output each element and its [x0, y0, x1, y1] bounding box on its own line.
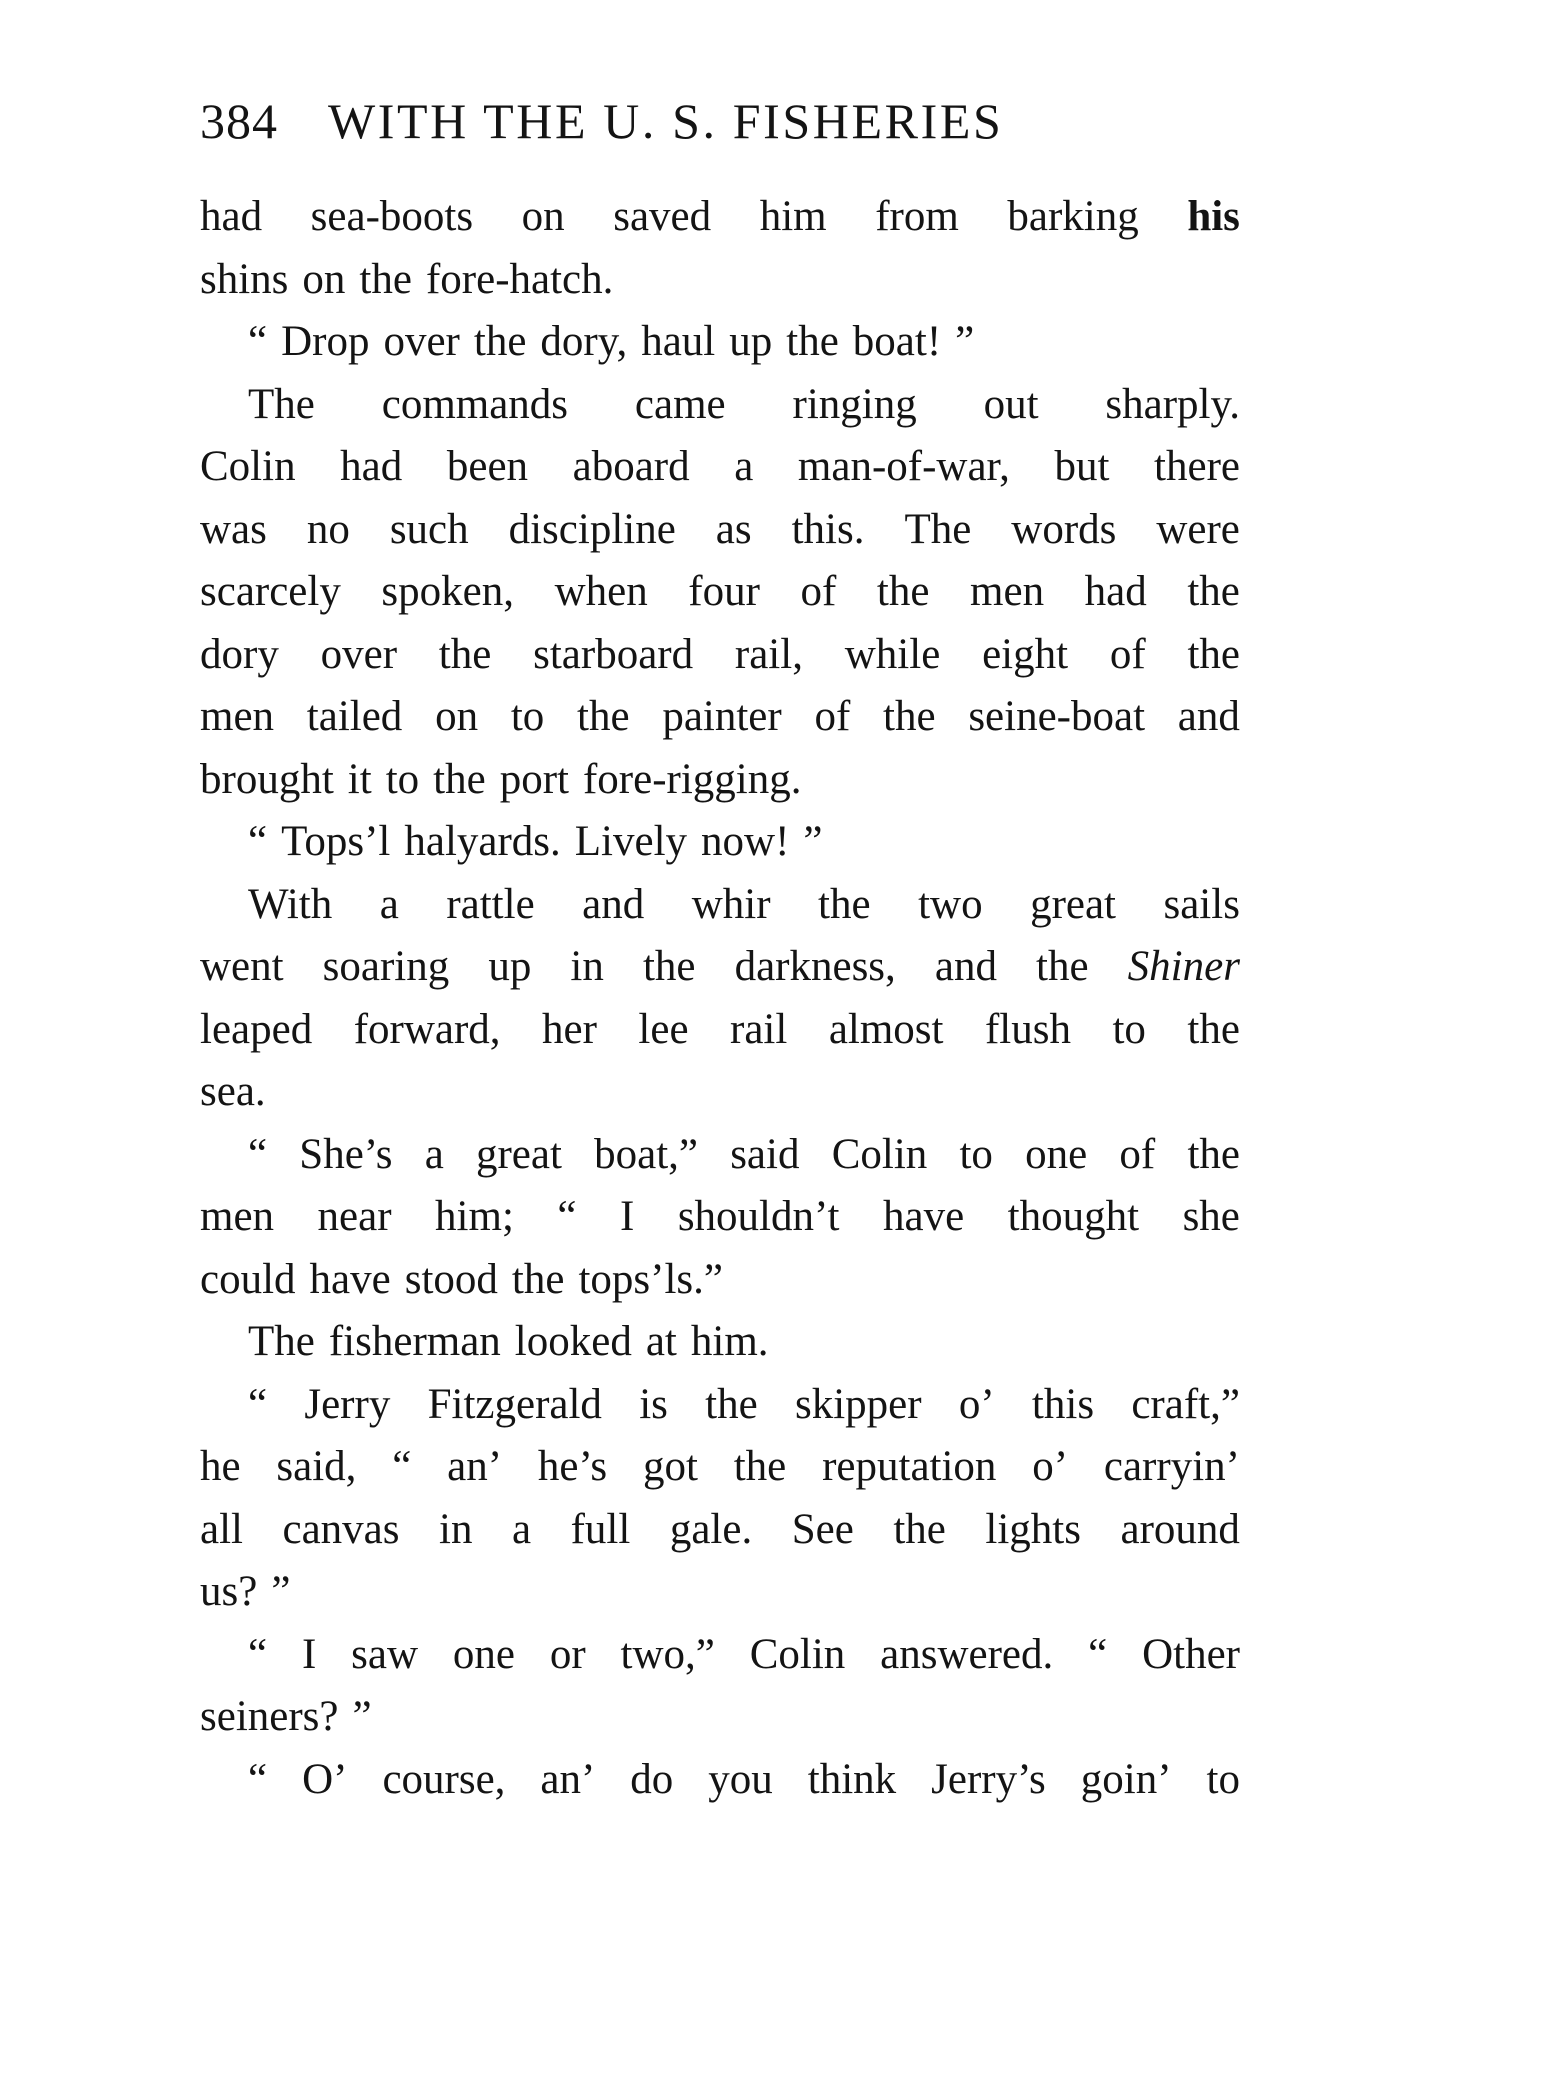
- word: darkness,: [734, 943, 896, 990]
- word: carryin’: [1103, 1443, 1240, 1490]
- word: Drop: [281, 318, 370, 365]
- word: sharply.: [1105, 380, 1240, 428]
- word: sails: [1163, 880, 1240, 928]
- word: Other: [1142, 1630, 1240, 1678]
- word: “: [248, 818, 268, 865]
- word: o’: [1032, 1443, 1069, 1490]
- word: no: [306, 505, 350, 553]
- word: fisherman: [328, 1318, 501, 1365]
- word: tailed: [306, 693, 403, 740]
- text-line: [200, 1561, 1240, 1624]
- word: around: [1120, 1505, 1240, 1553]
- word: as: [715, 505, 752, 553]
- word: of: [814, 693, 851, 740]
- word: the: [642, 943, 696, 990]
- word: to: [385, 755, 420, 803]
- word: on: [521, 193, 565, 240]
- word: “: [392, 1443, 412, 1490]
- word: fore-hatch.: [425, 255, 614, 303]
- word: been: [446, 443, 529, 490]
- word: he’s: [537, 1443, 608, 1490]
- word: whir: [691, 880, 771, 928]
- word: a: [424, 1130, 444, 1178]
- text-line: [200, 249, 1240, 312]
- word: could: [200, 1255, 296, 1303]
- word: the: [786, 318, 839, 365]
- word: man-of-war,: [797, 443, 1010, 490]
- word: you: [708, 1755, 773, 1803]
- text-line: [200, 561, 1240, 624]
- word: She’s: [299, 1130, 393, 1178]
- word: discipline: [508, 505, 676, 553]
- word: of: [1119, 1130, 1156, 1178]
- word: Tops’l: [281, 818, 391, 865]
- word: have: [309, 1255, 391, 1303]
- text-line: [200, 436, 1240, 499]
- word: two: [918, 880, 983, 928]
- word: said: [730, 1130, 800, 1178]
- word: ”: [803, 818, 823, 865]
- word: an’: [447, 1443, 503, 1490]
- word: in: [570, 943, 604, 990]
- word: leaped: [200, 1005, 313, 1053]
- word: an’: [540, 1755, 596, 1803]
- word: two,”: [620, 1630, 715, 1678]
- word: o’: [958, 1380, 995, 1428]
- word: on: [302, 255, 346, 303]
- word: ”: [352, 1693, 372, 1740]
- word: in: [439, 1505, 473, 1553]
- word: do: [630, 1755, 674, 1803]
- word: but: [1054, 443, 1110, 490]
- word: she: [1182, 1193, 1240, 1240]
- word: over: [320, 630, 398, 678]
- word: lee: [638, 1005, 689, 1053]
- word: Jerry’s: [931, 1755, 1046, 1803]
- word: Colin: [749, 1630, 846, 1678]
- word: her: [542, 1005, 597, 1053]
- word: aboard: [572, 443, 690, 490]
- word: tops’ls.”: [578, 1255, 723, 1303]
- word: and: [582, 880, 645, 928]
- word: I: [619, 1193, 635, 1240]
- word: dory: [200, 630, 279, 678]
- word: men: [970, 568, 1045, 615]
- word: the: [433, 755, 486, 803]
- word: up: [488, 943, 532, 990]
- word: course,: [382, 1755, 506, 1803]
- word: “: [557, 1193, 577, 1240]
- word: at: [645, 1318, 677, 1365]
- word: to: [1112, 1005, 1146, 1053]
- word: Jerry: [304, 1380, 391, 1428]
- word: this: [1031, 1380, 1095, 1428]
- word: haul: [641, 318, 716, 365]
- word: O’: [302, 1755, 348, 1803]
- word: full: [570, 1505, 631, 1553]
- word: boat!: [852, 318, 942, 365]
- word: to: [959, 1130, 993, 1178]
- text-line: [200, 1124, 1240, 1187]
- word: the: [883, 693, 936, 740]
- word: Colin: [831, 1130, 928, 1178]
- word: reputation: [822, 1443, 997, 1490]
- text-line: [200, 374, 1240, 437]
- word: “: [1088, 1630, 1108, 1678]
- text-line: [200, 1686, 1240, 1749]
- word: him;: [435, 1193, 514, 1240]
- word: See: [791, 1505, 854, 1553]
- text-line: [200, 1249, 1240, 1312]
- word: now!: [701, 818, 790, 865]
- word: forward,: [353, 1005, 501, 1053]
- word: the: [818, 880, 871, 928]
- word: spoken,: [381, 568, 514, 615]
- word: went: [200, 943, 284, 990]
- word: a: [379, 880, 399, 928]
- word: four: [688, 568, 760, 615]
- text-line: [200, 1624, 1240, 1687]
- word: up: [729, 318, 773, 365]
- text-line: [200, 1499, 1240, 1562]
- word: think: [807, 1755, 897, 1803]
- word: on: [435, 693, 479, 740]
- word: the: [1187, 630, 1240, 678]
- word: thought: [1007, 1193, 1140, 1240]
- word: had: [340, 443, 403, 490]
- word: the: [893, 1505, 946, 1553]
- word: and: [1177, 693, 1240, 740]
- word: halyards.: [404, 818, 561, 865]
- word: one: [452, 1630, 515, 1678]
- word: of: [800, 568, 837, 615]
- word: stood: [404, 1255, 498, 1303]
- word: was: [200, 505, 267, 553]
- word: a: [734, 443, 754, 490]
- text-line: [200, 874, 1240, 937]
- word: “: [248, 1380, 268, 1428]
- word: great: [475, 1130, 562, 1178]
- word: have: [882, 1193, 965, 1240]
- word: rattle: [446, 880, 535, 928]
- word: one: [1025, 1130, 1088, 1178]
- word: ringing: [792, 380, 917, 428]
- word: soaring: [322, 943, 450, 990]
- word: boat,”: [594, 1130, 698, 1178]
- word: With: [248, 880, 333, 928]
- word: had: [200, 193, 263, 240]
- word: starboard: [533, 630, 694, 678]
- page-header: [200, 92, 1240, 162]
- word: seine-boat: [968, 693, 1146, 740]
- word: him.: [690, 1318, 769, 1365]
- word: the: [1036, 943, 1089, 990]
- word: the: [473, 318, 527, 365]
- word: men: [200, 1193, 275, 1240]
- word: had: [1084, 568, 1147, 615]
- text-line: [200, 811, 1240, 874]
- word: to: [1206, 1755, 1240, 1803]
- text-line: [200, 1061, 1240, 1124]
- word: Lively: [574, 818, 688, 865]
- word: ”: [955, 318, 975, 365]
- word: the: [1187, 1005, 1240, 1053]
- word: almost: [828, 1005, 944, 1053]
- word: answered.: [880, 1630, 1054, 1678]
- word: ”: [271, 1568, 291, 1615]
- word: Colin: [200, 443, 296, 490]
- text-line: [200, 1749, 1240, 1812]
- text-line: [200, 999, 1240, 1062]
- word: sea.: [200, 1068, 266, 1115]
- word: Shiner: [1127, 943, 1240, 990]
- word: were: [1156, 505, 1240, 553]
- word: and: [934, 943, 997, 990]
- word: from: [875, 193, 959, 240]
- word: when: [554, 568, 648, 615]
- word: the: [705, 1380, 758, 1428]
- word: sea-boots: [310, 193, 474, 240]
- word: it: [347, 755, 372, 803]
- word: commands: [381, 380, 569, 428]
- word: of: [1109, 630, 1146, 678]
- word: him: [759, 193, 827, 240]
- word: this.: [791, 505, 865, 553]
- word: “: [248, 1755, 268, 1803]
- word: port: [499, 755, 569, 803]
- text-line: [200, 1436, 1240, 1499]
- word: said,: [276, 1443, 357, 1490]
- word: skipper: [794, 1380, 922, 1428]
- word: seiners?: [200, 1693, 339, 1740]
- word: words: [1011, 505, 1117, 553]
- text-line: [200, 686, 1240, 749]
- word: shins: [200, 255, 289, 303]
- text-line: [200, 499, 1240, 562]
- word: such: [389, 505, 469, 553]
- word: is: [639, 1380, 668, 1428]
- word: lights: [985, 1505, 1081, 1553]
- word: The: [248, 1318, 315, 1365]
- word: the: [577, 693, 630, 740]
- word: us?: [200, 1568, 258, 1615]
- text-line: [200, 1374, 1240, 1437]
- word: his: [1187, 193, 1240, 240]
- word: the: [1187, 568, 1240, 615]
- body-text: [200, 186, 1240, 1811]
- running-title: WITH THE U. S. FISHERIES: [328, 93, 1004, 149]
- word: men: [200, 693, 275, 740]
- word: painter: [662, 693, 782, 740]
- word: rail,: [734, 630, 803, 678]
- word: over: [383, 318, 460, 365]
- word: flush: [984, 1005, 1071, 1053]
- word: all: [200, 1505, 243, 1553]
- word: or: [549, 1630, 586, 1678]
- text-line: [200, 936, 1240, 999]
- text-line: [200, 311, 1240, 374]
- word: to: [510, 693, 545, 740]
- text-line: [200, 1311, 1240, 1374]
- word: I: [301, 1630, 317, 1678]
- word: the: [511, 1255, 565, 1303]
- word: brought: [200, 755, 334, 803]
- word: looked: [514, 1318, 632, 1365]
- word: “: [248, 1130, 268, 1178]
- word: The: [904, 505, 972, 553]
- word: canvas: [282, 1505, 400, 1553]
- word: there: [1154, 443, 1240, 490]
- word: “: [248, 1630, 268, 1678]
- word: dory,: [540, 318, 628, 365]
- page-number: 384: [200, 93, 278, 149]
- word: got: [642, 1443, 698, 1490]
- word: craft,”: [1131, 1380, 1240, 1428]
- word: The: [248, 380, 315, 428]
- word: the: [359, 255, 412, 303]
- word: rail: [730, 1005, 788, 1053]
- word: came: [634, 380, 726, 428]
- word: while: [844, 630, 941, 678]
- word: the: [733, 1443, 787, 1490]
- word: great: [1030, 880, 1116, 928]
- word: fore-rigging.: [582, 755, 802, 803]
- word: gale.: [669, 1505, 753, 1553]
- word: “: [248, 318, 268, 365]
- word: he: [200, 1443, 241, 1490]
- word: saved: [613, 193, 712, 240]
- word: Fitzgerald: [427, 1380, 602, 1428]
- word: goin’: [1080, 1755, 1172, 1803]
- text-line: [200, 749, 1240, 812]
- word: barking: [1007, 193, 1139, 240]
- word: eight: [982, 630, 1069, 678]
- word: a: [511, 1505, 532, 1553]
- word: the: [1187, 1130, 1240, 1178]
- word: shouldn’t: [677, 1193, 840, 1240]
- word: saw: [351, 1630, 419, 1678]
- text-line: [200, 624, 1240, 687]
- word: the: [438, 630, 492, 678]
- word: near: [317, 1193, 392, 1240]
- text-line: [200, 1186, 1240, 1249]
- word: out: [983, 380, 1039, 428]
- text-line: [200, 186, 1240, 249]
- word: the: [876, 568, 930, 615]
- word: scarcely: [200, 568, 341, 615]
